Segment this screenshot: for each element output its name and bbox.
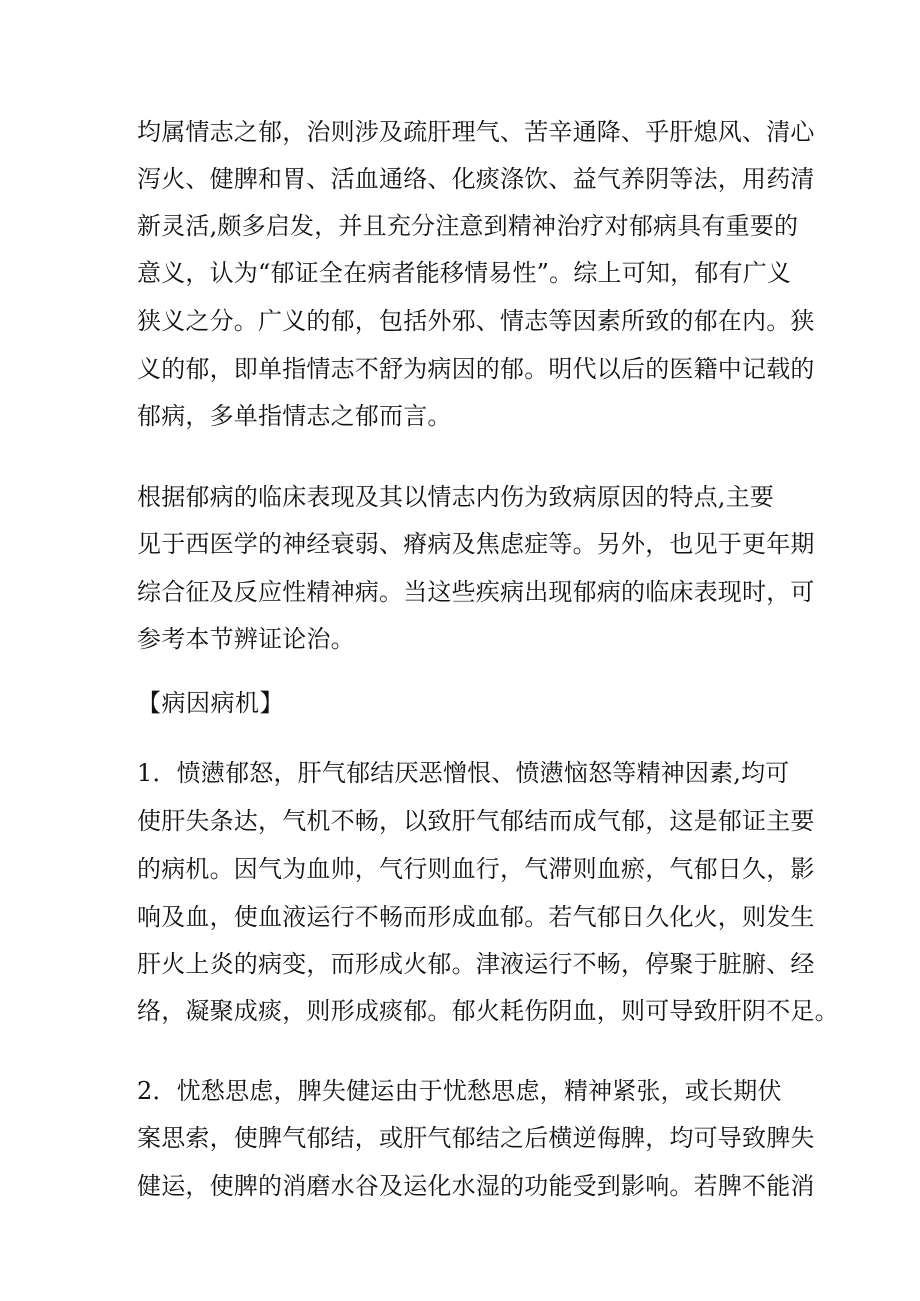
text-line: 意义，认为“郁证全在病者能移情易性”。综上可知，郁有广义 [137, 259, 792, 287]
text-line: 狭义之分。广义的郁，包括外邪、情志等因素所致的郁在内。狭 [137, 307, 815, 335]
text-line: 郁病，多单指情志之郁而言。 [137, 402, 452, 430]
text-line: 2．忧愁思虑，脾失健运由于忧愁思虑，精神紧张，或长期伏 [137, 1077, 782, 1105]
text-line: 案思索，使脾气郁结，或肝气郁结之后横逆侮脾，均可导致脾失 [137, 1124, 815, 1152]
text-line: 见于西医学的神经衰弱、瘠病及焦虑症等。另外，也见于更年期 [137, 530, 815, 558]
text-line: 均属情志之郁，治则涉及疏肝理气、苦辛通降、乎肝熄风、清心 [137, 118, 815, 146]
text-line: 泻火、健脾和胃、活血通络、化痰涤饮、益气养阴等法，用药清 [137, 165, 815, 193]
text-line: 根据郁病的临床表现及其以情志内伤为致病原因的特点,主要 [137, 483, 775, 511]
text-line: 综合征及反应性精神病。当这些疾病出现郁病的临床表现时，可 [137, 578, 815, 606]
text-line: 健运，使脾的消磨水谷及运化水湿的功能受到影响。若脾不能消 [137, 1172, 815, 1200]
text-line: 新灵活,颇多启发，并且充分注意到精神治疗对郁病具有重要的 [137, 212, 799, 240]
text-line: 义的郁，即单指情志不舒为病因的郁。明代以后的医籍中记载的 [137, 355, 815, 383]
text-line: 的病机。因气为血帅，气行则血行，气滞则血瘀，气郁日久，影 [137, 855, 815, 883]
text-line: 响及血，使血液运行不畅而形成血郁。若气郁日久化火，则发生 [137, 903, 815, 931]
text-line: 络，凝聚成痰，则形成痰郁。郁火耗伤阴血，则可导致肝阴不足。 [137, 997, 839, 1025]
section-heading: 【病因病机】 [137, 689, 284, 717]
text-line: 1．愤懑郁怒，肝气郁结厌恶憎恨、愤懑恼怒等精神因素,均可 [137, 759, 790, 787]
text-line: 肝火上炎的病变，而形成火郁。津液运行不畅，停聚于脏腑、经 [137, 950, 815, 978]
text-line: 参考本节辨证论治。 [137, 625, 355, 653]
text-line: 使肝失条达，气机不畅，以致肝气郁结而成气郁，这是郁证主要 [137, 807, 815, 835]
